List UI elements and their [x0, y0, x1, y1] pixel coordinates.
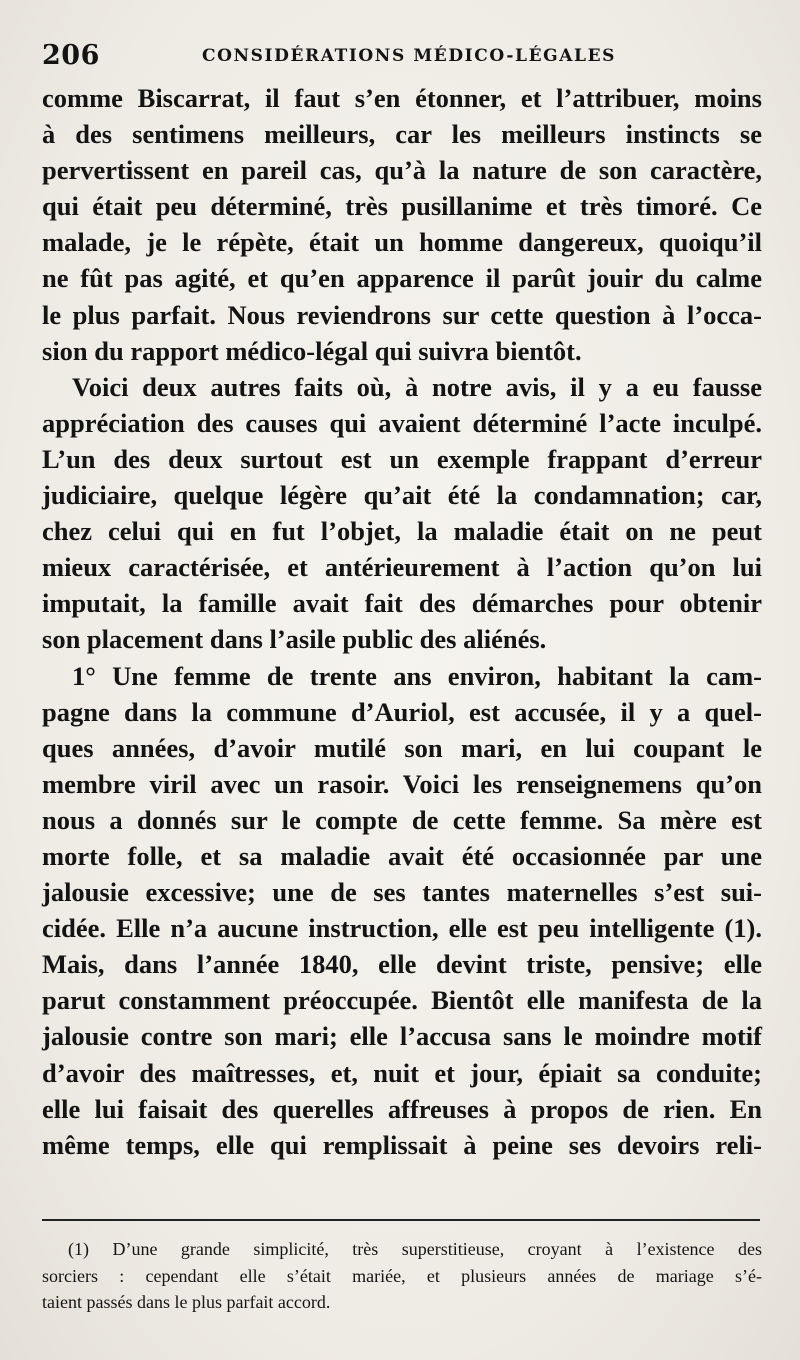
- text-line: à des sentimens meilleurs, car les meilleurs instincts se: [42, 119, 762, 150]
- text-line: imputait, la famille avait fait des démarches pour obtenir: [42, 588, 762, 619]
- text-line: comme Biscarrat, il faut s’en étonner, et l’attribuer, moins: [42, 83, 762, 113]
- text-line: ques années, d’avoir mutilé son mari, en lui coupant le: [42, 732, 762, 763]
- text-line: jalousie excessive; une de ses tantes maternelles s’est sui-: [42, 877, 762, 908]
- footnote: [42, 1236, 762, 1316]
- text-line: Voici deux autres faits où, à notre avis, il y a eu fausse: [72, 371, 762, 402]
- footnote-rule: [42, 1219, 760, 1221]
- footnote-line: taient passés dans le plus parfait accord.: [42, 1292, 331, 1312]
- footnote-line: (1) D’une grande simplicité, très superstitieuse, croyant à l’existence des: [68, 1239, 762, 1259]
- text-line: chez celui qui en fut l’objet, la maladie était on ne peut: [42, 516, 762, 547]
- text-line: judiciaire, quelque légère qu’ait été la condamnation; car,: [42, 480, 762, 511]
- text-line: d’avoir des maîtresses, et, nuit et jour, épiait sa conduite;: [42, 1057, 762, 1088]
- footnote-line: sorciers : cependant elle s’était mariée, et plusieurs années de mariage s’é-: [42, 1265, 762, 1286]
- text-line: sion du rapport médico-légal qui suivra bientôt.: [42, 335, 582, 366]
- text-line: 1° Une femme de trente ans environ, habitant la cam-: [72, 660, 762, 691]
- text-line: L’un des deux surtout est un exemple frappant d’erreur: [42, 443, 762, 474]
- running-head: [42, 40, 762, 76]
- text-line: cidée. Elle n’a aucune instruction, elle est peu intelligente (1).: [42, 913, 762, 944]
- text-line: mieux caractérisée, et antérieurement à l’action qu’on lui: [42, 552, 762, 583]
- text-line: elle lui faisait des querelles affreuses à propos de rien. En: [42, 1093, 762, 1124]
- text-line: membre viril avec un rasoir. Voici les renseignemens qu’on: [42, 768, 762, 799]
- text-line: ne fût pas agité, et qu’en apparence il parût jouir du calme: [42, 263, 762, 294]
- text-line: morte folle, et sa maladie avait été occasionnée par une: [42, 840, 762, 871]
- text-line: appréciation des causes qui avaient déterminé l’acte inculpé.: [42, 407, 762, 438]
- text-line: même temps, elle qui remplissait à peine ses devoirs reli-: [42, 1129, 762, 1160]
- text-line: parut constamment préoccupée. Bientôt elle manifesta de la: [42, 985, 762, 1016]
- text-line: Mais, dans l’année 1840, elle devint triste, pensive; elle: [42, 949, 762, 980]
- running-title: CONSIDÉRATIONS MÉDICO-LÉGALES: [202, 46, 617, 66]
- text-line: jalousie contre son mari; elle l’accusa sans le moindre motif: [42, 1021, 762, 1052]
- text-line: le plus parfait. Nous reviendrons sur cette question à l’occa-: [42, 299, 762, 330]
- text-line: son placement dans l’asile public des aliénés.: [42, 624, 547, 655]
- page-number: 206: [42, 40, 100, 71]
- text-line: pervertissent en pareil cas, qu’à la nature de son caractère,: [42, 155, 762, 186]
- text-line: nous a donnés sur le compte de cette femme. Sa mère est: [42, 804, 762, 835]
- text-line: malade, je le répète, était un homme dangereux, quoiqu’il: [42, 227, 762, 258]
- text-line: pagne dans la commune d’Auriol, est accusée, il y a quel-: [42, 696, 762, 727]
- text-line: qui était peu déterminé, très pusillanime et très timoré. Ce: [42, 191, 762, 222]
- body-text: [42, 80, 762, 1163]
